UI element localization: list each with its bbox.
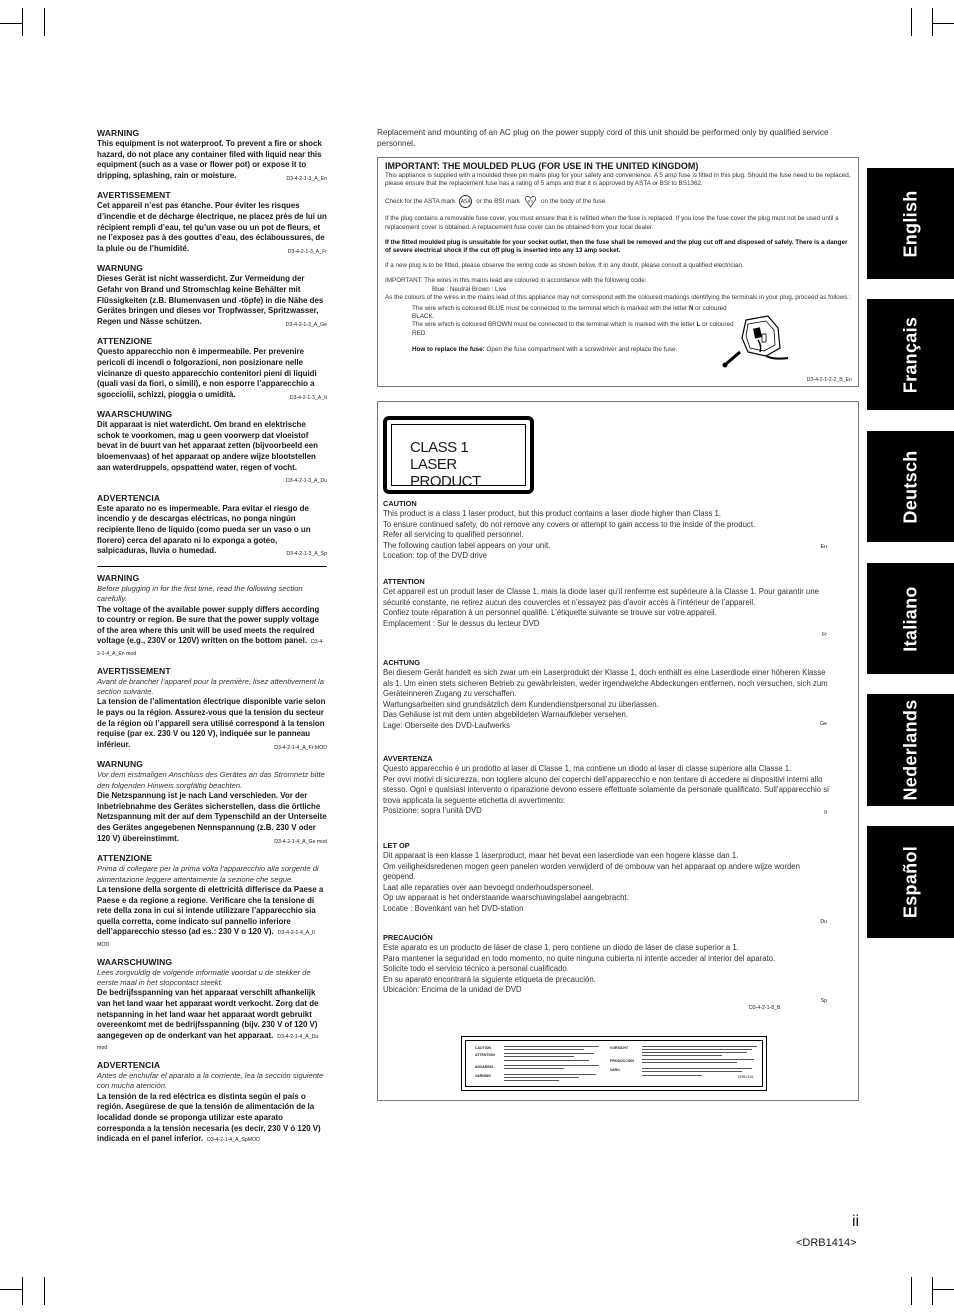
warning-text: The voltage of the available power supply differs according to country or region. Be sure that the power supply voltage of the area where this unit will be used meets the required voltage (e.g., 230V or 120V) written on the bottom panel.	[97, 604, 320, 646]
class1-label	[383, 416, 534, 494]
warning-block	[97, 128, 327, 184]
laser-section-line: Ubicación: Encima de la unidad de DVD	[383, 985, 522, 995]
caution-label-image	[461, 1036, 767, 1091]
plug-code: D3-4-2-1-2-2_B_En	[806, 377, 852, 383]
crop-mark	[44, 1277, 45, 1305]
laser-section-title: ATTENTION	[383, 577, 425, 586]
laser-section-line: Solicite todo el servicio técnico a personal cualificado.	[383, 964, 569, 974]
laser-section	[383, 933, 833, 996]
warning-block	[97, 759, 327, 847]
warning-title: ADVERTENCIA	[97, 1059, 161, 1070]
class1-line: CLASS 1	[410, 439, 469, 456]
warning-title: WARNING	[97, 128, 140, 138]
laser-section	[383, 499, 833, 562]
laser-section	[383, 754, 833, 817]
warning-text: Questo apparecchio non è impermeabile. Per prevenire pericoli di incendi o folgorazioni, non posizionare nelle vicinanze di questo apparecchio contenitori pieni di liquidi (quali vasi da fiori, o simili), e non esporre l’apparecchio a sgocciolii, schizzi, pioggia o umidità.	[97, 347, 317, 399]
plug-para: This appliance is supplied with a moulded three pin mains plug for your safety and convenience. A 5 amp fuse is fitted in this plug. Should the fuse need to be replaced, please ensure that the replacement fuse has a rating of 5 amps and that it is approved by ASTA or BSI to BS1362.	[385, 172, 851, 188]
plug-title: IMPORTANT: THE MOULDED PLUG (FOR USE IN THE UNITED KINGDOM)	[385, 161, 699, 171]
warning-text: La tensione della sorgente di elettricità differisce da Paese a Paese e da regione a regione. Verificare che la tensione di rete della zona in cui si intende utilizzare l’apparecchio sia quella corretta, come indicato sul pannello inferiore dell’apparecchio stesso (ad es.: 230 V o 120 V).	[97, 884, 324, 937]
wire-blue: The wire which is coloured BLUE must be connected to the terminal which is marked with the letter N or coloured BLACK.	[412, 305, 727, 321]
svg-text:BS: BS	[528, 199, 533, 204]
warning-code: D3-4-2-1-3_A_Ge	[285, 321, 327, 328]
warning-text: This equipment is not waterproof. To prevent a fire or shock hazard, do not place any container filed with liquid near this equipment (such as a vase or flower pot) or expose it to dripping, splashing, rain or moisture.	[97, 139, 322, 180]
warning-block	[97, 1060, 327, 1146]
warning-code: D3-4-2-1-4_A_En mod	[97, 639, 324, 657]
tab-nederlands[interactable]: Nederlands	[867, 694, 954, 806]
plug-para: IMPORTANT: The wires in this mains lead are coloured in accordance with the following code:	[385, 277, 647, 285]
laser-section-line: Refer all servicing to qualified personnel.	[383, 530, 524, 540]
laser-section-line: Per ovvi motivi di sicurezza, non togliere alcuno dei coperchi dell’apparecchio e non tentare di accedere ai dispositivi interni allo stesso. Ogni e qualsiasi intervento o riparazione devono essere effettuate solamente da personale qualificato. Sull’apparecchio si trova applicata la seguente etichetta di avvertimento:	[383, 774, 829, 805]
asta-mark-icon: ASA	[459, 195, 472, 208]
warning-text: La tensión de la red eléctrica es distinta según el país o región. Asegúrese de que la tensión de alimentación de la localidad donde se proponga utilizar este aparato corresponda a la tensión necesaria (es decir, 230 V ó 120 V) indicada en el panel inferior.	[97, 1091, 321, 1144]
uk-plug-box	[377, 157, 859, 387]
warning-code: D3-4-2-1-3_A_Du	[286, 478, 327, 485]
laser-section-line: The following caution label appears on your unit.	[383, 540, 551, 550]
crop-mark	[911, 8, 912, 36]
warning-block	[97, 573, 327, 660]
laser-lang-code: En	[820, 544, 827, 550]
laser-section-line: Posizione: sopra l’unità DVD	[383, 806, 482, 816]
warning-block	[97, 336, 327, 403]
label-word: VARNING	[475, 1074, 491, 1078]
crop-mark	[22, 8, 23, 36]
label-word: VARO	[610, 1068, 620, 1072]
warning-intro: Avant de brancher l’appareil pour la première, lisez attentivement la section suivante.	[97, 676, 324, 696]
label-word: PRODUCCIÓN	[610, 1059, 634, 1063]
laser-section-title: PRECAUCIÓN	[383, 933, 433, 942]
laser-section-line: Bei diesem Gerät handelt es sich zwar um ein Laserprodukt der Klasse 1, doch enthält es eine Laserdiode einer höheren Klasse als 1. Um einen stets sicheren Betrieb zu gewährleisten, weder irgendwelche Abdeckungen entfernen, noch versuchen, sich zum Geräteinneren Zugang zu verschaffen.	[383, 668, 828, 699]
crop-mark	[911, 1277, 912, 1305]
crop-mark	[22, 1277, 23, 1305]
laser-section-line: En su aparato encontrará la siguiente etiqueta de precaución.	[383, 974, 596, 984]
laser-section-line: Locatie : Bovenkant van het DVD-station	[383, 903, 524, 913]
warning-title: ADVERTENCIA	[97, 492, 161, 503]
crop-mark	[932, 23, 954, 24]
warning-column	[97, 128, 327, 1152]
asta-row: Check for the ASTA mark ASA or the BSI mark BS on the body of the fuse.	[385, 195, 851, 208]
warning-block	[97, 263, 327, 330]
warning-title: AVERTISSEMENT	[97, 190, 171, 201]
warning-text: Dit apparaat is niet waterdicht. Om brand en elektrische schok te voorkomen, mag u geen voorwerp dat vloeistof bevat in de buurt van het apparaat zetten (bijvoorbeeld een bloemenvaas) of het apparaat op andere wijze blootstellen aan waterdruppels, opspattend water, regen of vocht.	[97, 420, 318, 472]
laser-section-line: Op uw apparaat is het onderstaande waarschuwingslabel aangebracht.	[383, 893, 629, 903]
crop-mark	[0, 23, 22, 24]
warning-block	[97, 853, 327, 950]
warning-intro: Lees zorgvuldig de volgende informatie voordat u de stekker de eerste maal in het stopcontact steekt.	[97, 967, 311, 987]
warning-code: D3-4-2-1-3_A_Sp	[286, 551, 327, 558]
tab-english[interactable]: English	[867, 168, 954, 279]
warning-title: WAARSCHUWING	[97, 409, 173, 420]
warning-block	[97, 409, 327, 487]
warning-title: WARNING	[97, 572, 140, 583]
warning-code: D3-4-2-1-3_A_It	[289, 394, 327, 401]
fuse-label: How to replace the fuse:	[412, 345, 485, 353]
warning-code: D3-4-2-1-3_A_En	[286, 175, 327, 182]
label-word: ADVARSEL	[475, 1065, 494, 1069]
label-word: CAUTION	[475, 1046, 491, 1050]
laser-section-line: Lage: Oberseite des DVD-Laufwerks	[383, 720, 510, 730]
warning-intro: Antes de enchufar el aparato a la corriente, lea la sección siguiente con mucha atención.	[97, 1070, 324, 1091]
warning-text: La tension de l’alimentation électrique disponible varie selon le pays ou la région. Assurez-vous que la tension du secteur de la région où l’appareil sera utilisé correspond à la tension requise (par ex. 230 V ou 120 V), indiquée sur le panneau inférieur.	[97, 697, 326, 749]
bsi-kitemark-icon	[524, 195, 537, 208]
tab-italiano[interactable]: Italiano	[867, 563, 954, 674]
laser-section-line: Wartungsarbeiten sind grundsätzlich dem Kundendienstpersonal zu überlassen.	[383, 699, 659, 709]
warning-code: D3-4-2-1-4_A_Du mod	[97, 1033, 319, 1052]
label-word: VORSICHT	[610, 1046, 629, 1050]
plug-para: If the plug contains a removable fuse cover, you must ensure that it is refitted when the fuse is replaced. If you lose the fuse cover the plug must not be used until a replacement cover is obtained. A replacement fuse cover can be obtained from your local dealer.	[385, 215, 839, 231]
warning-title: AVERTISSEMENT	[97, 665, 171, 676]
warning-intro: Before plugging in for the first time, read the following section carefully.	[97, 583, 303, 604]
warning-intro: Vor dem erstmaligen Anschluss des Gerätes an das Stromnetz bitte den folgenden Hinweis sorgfältig beachten.	[97, 770, 325, 790]
laser-section-line: Dit apparaat is een klasse 1 laserproduct, maar het bevat een laserdiode van een hogere klasse dan 1.	[383, 851, 739, 860]
fuse-text: Open the fuse compartment with a screwdriver and replace the fuse.	[484, 345, 678, 353]
tab-espanol[interactable]: Español	[867, 826, 954, 938]
class1-line: LASER PRODUCT	[410, 456, 481, 490]
laser-section-title: ACHTUNG	[383, 658, 420, 667]
warning-title: WARNUNG	[97, 759, 144, 770]
laser-lang-code: Ge	[820, 721, 827, 727]
crop-mark	[932, 8, 933, 36]
laser-section	[383, 658, 833, 732]
plug-para: If a new plug is to be fitted, please observe the wiring code as shown below. If in any doubt, please consult a qualified electrician.	[385, 262, 744, 270]
plug-warning: If the fitted moulded plug is unsuitable for your socket outlet, then the fuse shall be removed and the plug cut off and disposed of safely. There is a danger of severe electrical shock if the cut off plug is inserted into any 13 amp socket.	[385, 238, 848, 255]
laser-lang-code: Du	[820, 919, 827, 925]
warning-block	[97, 666, 327, 754]
page-number: ii	[852, 1213, 860, 1230]
laser-section-line: To ensure continued safety, do not remove any covers or attempt to gain access to the inside of the product.	[383, 519, 756, 529]
warning-text: Die Netzspannung ist je nach Land verschieden. Vor der Inbetriebnahme des Gerätes sicherstellen, dass die örtliche Netzspannung mit der auf dem Typenschild an der Unterseite des Gerätes angegebenen Nennspannung (z.B. 230 V oder 120 V) übereinstimmt.	[97, 791, 327, 843]
crop-mark	[932, 1277, 933, 1305]
crop-mark	[0, 1289, 22, 1290]
intro-text: Replacement and mounting of an AC plug on the power supply cord of this unit should be performed only by qualified service personnel.	[377, 128, 829, 148]
warning-code: D3-4-2-1-4_A_It MOD	[97, 930, 315, 948]
laser-lang-code: Sp	[820, 998, 827, 1004]
warning-block	[97, 957, 327, 1054]
warning-title: WARNUNG	[97, 263, 144, 274]
plug-illustration-icon	[718, 312, 796, 370]
label-code: DRB1316-	[738, 1075, 755, 1079]
laser-lang-code: Fr	[822, 632, 827, 638]
laser-section	[383, 577, 833, 629]
laser-section-title: CAUTION	[383, 499, 417, 508]
laser-section	[383, 841, 833, 915]
wire-brown: The wire which is coloured BROWN must be connected to the terminal which is marked with the letter L or coloured RED.	[412, 321, 734, 337]
laser-section-line: Om veiligheidsredenen mogen geen panelen worden verwijderd of de ombouw van het apparaat op andere wijze worden geopend.	[383, 861, 800, 882]
tab-deutsch[interactable]: Deutsch	[867, 431, 954, 542]
warning-block	[97, 190, 327, 257]
warning-code: D3-4-2-1-4_A_Ge mod	[274, 838, 327, 845]
warning-title: ATTENZIONE	[97, 336, 153, 347]
warning-text: Cet appareil n’est pas étanche. Pour éviter les risques d’incendie et de décharge électrique, ne placez près de lui un récipient rempli d’eau, tel qu’un vase ou un pot de fleurs, et ne l’exposez pas à des gouttes d’eau, des éclaboussures, de la pluie ou de l’humidité.	[97, 201, 327, 253]
laser-section-line: Emplacement : Sur le dessus du lecteur DVD	[383, 618, 540, 628]
wire-code: Blue : Neutral Brown : Live	[432, 285, 507, 293]
warning-text: De bedrijfsspanning van het apparaat verschilt afhankelijk van het land waar het apparaat wordt verkocht. Zorg dat de netspanning in het land waar het apparaat wordt gebruikt overeenkomt met de bedrijfsspanning (bijv. 230 V of 120 V) aangegeven op de onderkant van het apparaat.	[97, 988, 319, 1040]
warning-text: Este aparato no es impermeable. Para evitar el riesgo de incendio y de descargas eléctricas, no ponga ningún recipiente lleno de líquido (como pueda ser un vaso o un florero) cerca del aparato ni lo exponga a goteo, salpicaduras, lluvia o humedad.	[97, 503, 311, 556]
section-divider	[97, 566, 327, 567]
laser-section-line: Das Gehäuse ist mit dem unten abgebildeten Warnaufkleber versehen.	[383, 710, 629, 720]
label-word: ATTENTION	[475, 1053, 495, 1057]
warning-title: WAARSCHUWING	[97, 956, 173, 967]
crop-mark	[932, 1289, 954, 1290]
warning-title: ATTENZIONE	[97, 853, 153, 864]
laser-section-line: Confiez toute réparation à un personnel qualifié. L’étiquette suivante se trouve sur votre appareil.	[383, 608, 717, 618]
laser-section-line: Questo apparecchio è un prodotto al laser di Classe 1, ma contiene un diodo al laser di classe superiore alla Classe 1.	[383, 764, 792, 773]
laser-section-line: Para mantener la seguridad en todo momento, no quite ninguna cubierta ni intente acceder al interior del aparato.	[383, 953, 776, 963]
laser-section-line: Cet appareil est un produit laser de Classe 1, mais la diode laser qu’il renferme est supérieure à la Classe 1. Pour garantir une sécurité constante, ne retirez aucun des couvercles et n’essayez pas d’avoir accès à l’intérieur de l’appareil.	[383, 587, 819, 607]
laser-section-line: Laat alle reparaties over aan bevoegd onderhoudspersoneel.	[383, 882, 594, 892]
warning-block	[97, 493, 327, 560]
warning-code: D3-4-2-1-4_A_SpMOD	[207, 1137, 260, 1144]
warning-code: D3-4-2-1-3_A_Fr	[287, 248, 327, 255]
crop-mark	[44, 8, 45, 36]
warning-intro: Prima di collegare per la prima volta l’apparecchio alla sorgente di alimentazione leggere attentamente la sezione che segue.	[97, 864, 319, 884]
warning-text: Dieses Gerät ist nicht wasserdicht. Zur Vermeidung der Gefahr von Brand und Stromschlag keine Behälter mit Flüssigkeiten (z.B. Blumenvasen und -töpfe) in die Nähe des Gerätes bringen und dieses vor Tropfwasser, Spritzwasser, Regen und Nässe schützen.	[97, 274, 324, 326]
laser-lang-code: It	[824, 810, 827, 816]
tab-francais[interactable]: Français	[867, 299, 954, 410]
laser-box	[377, 401, 859, 1101]
laser-section-line: Location: top of the DVD drive	[383, 551, 488, 561]
laser-section-line: Este aparato es un producto de láser de clase 1, pero contiene un diodo de láser de clase superior a 1.	[383, 943, 739, 952]
laser-section-line: This product is a class 1 laser product, but this product contains a laser diode higher than Class 1.	[383, 509, 722, 518]
laser-code: D3-4-2-1-8_B	[749, 1005, 781, 1011]
plug-para: As the colours of the wires in the mains lead of this appliance may not correspond with the coloured markings identifying the terminals in your plug, proceed as follows :	[385, 293, 851, 301]
laser-section-title: AVVERTENZA	[383, 754, 433, 763]
document-id: <DRB1414>	[796, 1237, 857, 1249]
warning-code: D3-4-2-1-4_A_Fr MOD	[274, 744, 327, 751]
laser-section-title: LET OP	[383, 841, 410, 850]
